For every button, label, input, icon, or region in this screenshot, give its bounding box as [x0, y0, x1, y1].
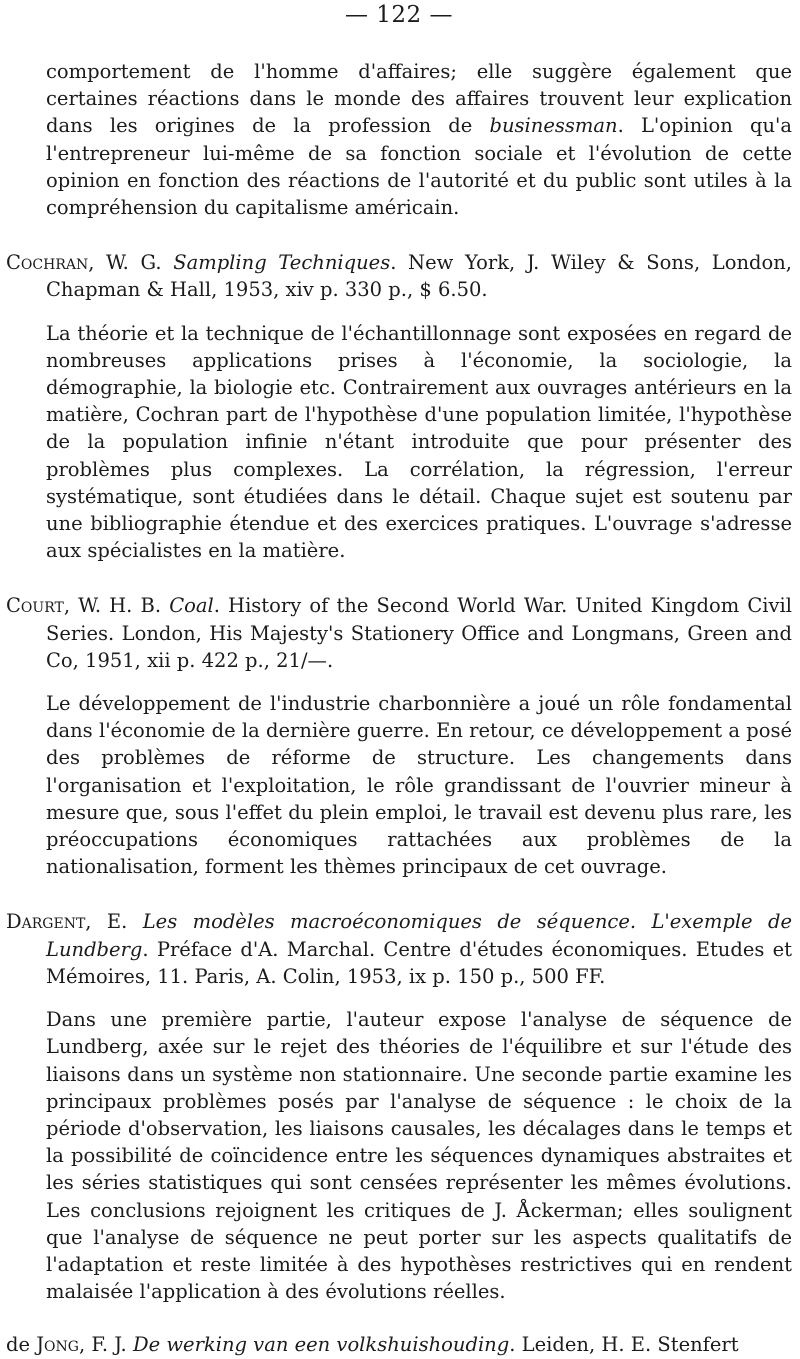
- author-surname: Jong: [36, 1333, 79, 1357]
- publication-details: . Préface d'A. Marchal. Centre d'études économiques. Etudes et Mémoires, 11. Paris, A. Colin, 1953, ix p. 150 p., 500 FF.: [46, 937, 792, 988]
- entry-citation: [6, 908, 792, 990]
- publication-details: . New York, J. Wiley & Sons, London, Chapman & Hall, 1953, xiv p. 330 p., $ 6.50.: [46, 251, 792, 302]
- entry-citation: [6, 592, 792, 674]
- entry-abstract: Le développement de l'industrie charbonnière a joué un rôle fondamental dans l'économie de la dernière guerre. En retour, ce développement a posé des problèmes de réforme de structure. Les changements dans l'organisation et l'exploitation, le rôle grandissant de l'ouvrier mineur à mesure que, sous l'effet du plein emploi, le travail est devenu plus rare, les préoccupations économiques rattachées aux problèmes de la nationalisation, forment les thèmes principaux de cet ouvrage.: [46, 692, 792, 879]
- bibliography-entry: [6, 249, 792, 564]
- continuation-paragraph: [46, 58, 792, 221]
- author-surname: Cochran: [6, 251, 89, 275]
- author-prefix: de: [6, 1333, 37, 1357]
- continuation-text-2: . L'opinion qu'a l'entrepreneur lui-même de sa fonction sociale et l'évolution de cette opinion en fonction des réactions de l'autorité et du public sont utiles à la compréhension du capitalisme américain.: [46, 114, 792, 220]
- book-title: Les modèles macroéconomiques de séquence. L'exemple de Lundberg: [46, 910, 793, 961]
- bibliography-entry: [6, 592, 792, 880]
- author-surname: Court: [6, 594, 64, 618]
- continuation-italic: businessman: [489, 114, 618, 138]
- publication-details: . History of the Second World War. United Kingdom Civil Series. London, His Majesty's Stationery Office and Longmans, Green and Co, 1951, xii p. 422 p., 21/—.: [46, 594, 792, 672]
- entry-citation: [6, 249, 792, 303]
- book-title: Sampling Techniques: [173, 251, 391, 275]
- entry-abstract: La théorie et la technique de l'échantillonnage sont exposées en regard de nombreuses applications prises à l'économie, la sociologie, la démographie, la biologie etc. Contrairement aux ouvrages antérieurs en la matière, Cochran part de l'hypothèse d'une population limitée, l'hypothèse de la population infinie n'étant introduite que pour présenter des problèmes plus complexes. La corrélation, la régression, l'erreur systématique, sont étudiées dans le détail. Chaque sujet est soutenu par une bibliographie étendue et des exercices pratiques. L'ouvrage s'adresse aux spécialistes en la matière.: [46, 321, 792, 563]
- author-initials: , F. J.: [78, 1333, 133, 1357]
- bibliography-entry: [6, 1331, 792, 1358]
- publication-details: . Leiden, H. E. Stenfert: [509, 1333, 739, 1357]
- page-number: — 122 —: [344, 2, 454, 28]
- entry-abstract: Dans une première partie, l'auteur expose l'analyse de séquence de Lundberg, axée sur le rejet des théories de l'équilibre et sur l'étude des liaisons dans un système non stationnaire. Une seconde partie examine les principaux problèmes posés par l'analyse de séquence : le choix de la période d'observation, les liaisons causales, les décalages dans le temps et la possibilité de coïncidence entre les séquences dynamiques abstraites et les séries statistiques qui sont censées représenter les mêmes évolutions. Les conclusions rejoignent les critiques de J. Åckerman; elles soulignent que l'analyse de séquence ne peut porter sur les aspects qualitatifs de l'adaptation et reste limitée à des hypothèses restrictives qui en rendent malaisée l'application à des évolutions réelles.: [46, 1008, 792, 1304]
- book-title: De werking van een volkshuishouding: [132, 1333, 510, 1357]
- author-surname: Dargent: [6, 910, 86, 934]
- author-initials: , W. H. B.: [63, 594, 170, 618]
- entry-citation: [6, 1331, 792, 1358]
- author-initials: , W. G.: [88, 251, 174, 275]
- book-title: Coal: [169, 594, 214, 618]
- continuation-text-1: comportement de l'homme d'affaires; elle suggère également que certaines réactions dans le monde des affaires trouvent leur explication dans les origines de la profession de: [46, 60, 792, 138]
- author-initials: , E.: [85, 910, 143, 934]
- bibliography-entry: [6, 908, 792, 1305]
